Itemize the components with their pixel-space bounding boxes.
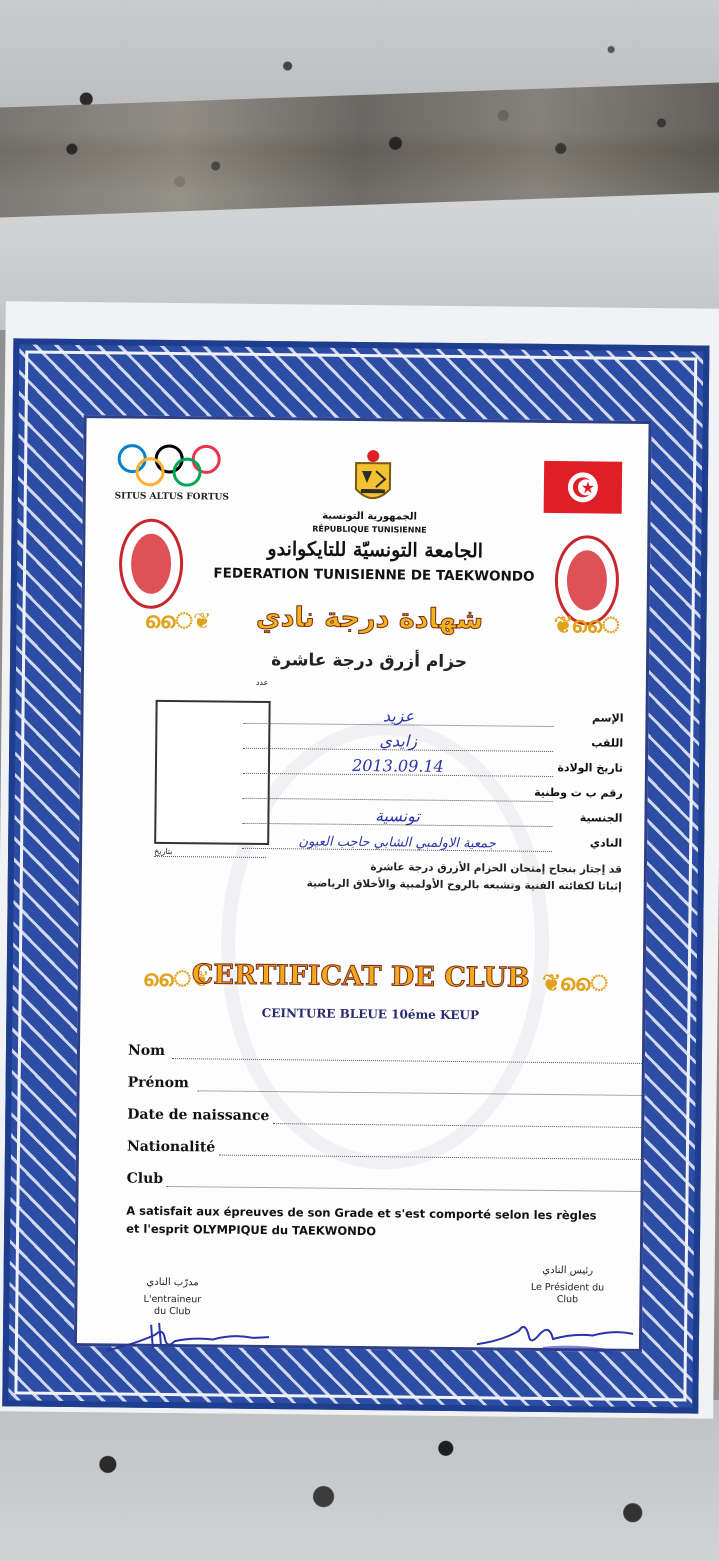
terrazzo-floor-bottom [0, 1400, 719, 1561]
field-birth-date-ar: تاريخ الولادة 2013.09.14 [243, 755, 623, 781]
field-club: Club [127, 1167, 647, 1196]
statement-french-line1: A satisfait aux épreuves de son Grade et s'est comporté selon les règles [126, 1203, 597, 1223]
olympic-rings-icon [114, 440, 225, 491]
olympic-motto: SITUS ALTUS FORTUS [114, 491, 229, 503]
coach-label-arabic: مدرّب النادي [146, 1276, 199, 1289]
certificate-body [74, 415, 652, 1352]
photo-number-label: عدد [255, 677, 269, 688]
field-date-naissance: Date de naissance [127, 1103, 647, 1132]
ornament-left: ൈ❦ [142, 966, 210, 993]
coach-label-french: L'entraineur du Club [143, 1293, 202, 1318]
statement-arabic-line2: إثباتا لكفائته الفنية وتشبعه بالروح الأولمبية والأخلاق الرياضية [306, 877, 622, 893]
certificate-title-french: CERTIFICAT DE CLUB [191, 959, 530, 994]
belt-grade-arabic: حزام أزرق درجة عاشرة [271, 650, 468, 673]
ornament-right: ❦ൈ [542, 970, 609, 997]
decorative-border [2, 338, 709, 1413]
field-nationality-ar: الجنسية تونسية [242, 805, 622, 831]
statement-arabic-line1: قد إجتاز بنجاح إمتحان الحزام الأزرق درجة عاشرة [370, 861, 622, 876]
president-label-arabic: رئيس النادي [542, 1264, 594, 1277]
tunisia-flag-icon [544, 461, 623, 514]
federation-name-arabic: الجامعة التونسيّة للتايكواندو [267, 538, 484, 563]
field-national-id-ar: رقم ب ت وطنية [243, 780, 623, 806]
field-club-ar: النادي جمعية الاولمبي الشابي حاجب العيون [242, 830, 622, 856]
republic-french: RÉPUBLIQUE TUNISIENNE [312, 524, 427, 535]
tunisia-coat-of-arms-icon [352, 449, 395, 509]
republic-arabic: الجمهورية التونسية [322, 510, 417, 523]
ornament-right: ❦ൈ [554, 613, 620, 639]
photo-date-label: بتاريخ [154, 847, 266, 858]
federation-emblem-icon [119, 518, 184, 609]
belt-grade-french: CEINTURE BLEUE 10éme KEUP [261, 1005, 480, 1023]
president-label-french: Le Président du Club [530, 1281, 605, 1306]
certificate-paper [0, 301, 719, 1418]
field-first-name-ar: الإسم عزيد [243, 705, 623, 731]
statement-french-line2: et l'esprit OLYMPIQUE du TAEKWONDO [126, 1221, 377, 1239]
field-last-name-ar: اللقب زايدي [243, 730, 623, 756]
ornament-left: ൈ❦ [144, 608, 212, 635]
field-prenom: Prénom [128, 1071, 648, 1100]
federation-name-french: FEDERATION TUNISIENNE DE TAEKWONDO [213, 565, 535, 585]
certificate-title-arabic: شهادة درجة نادي [255, 601, 484, 636]
coach-signature [103, 1318, 273, 1360]
field-nom: Nom [128, 1039, 648, 1068]
field-nationalite: Nationalité [127, 1135, 647, 1164]
president-signature [473, 1314, 643, 1360]
